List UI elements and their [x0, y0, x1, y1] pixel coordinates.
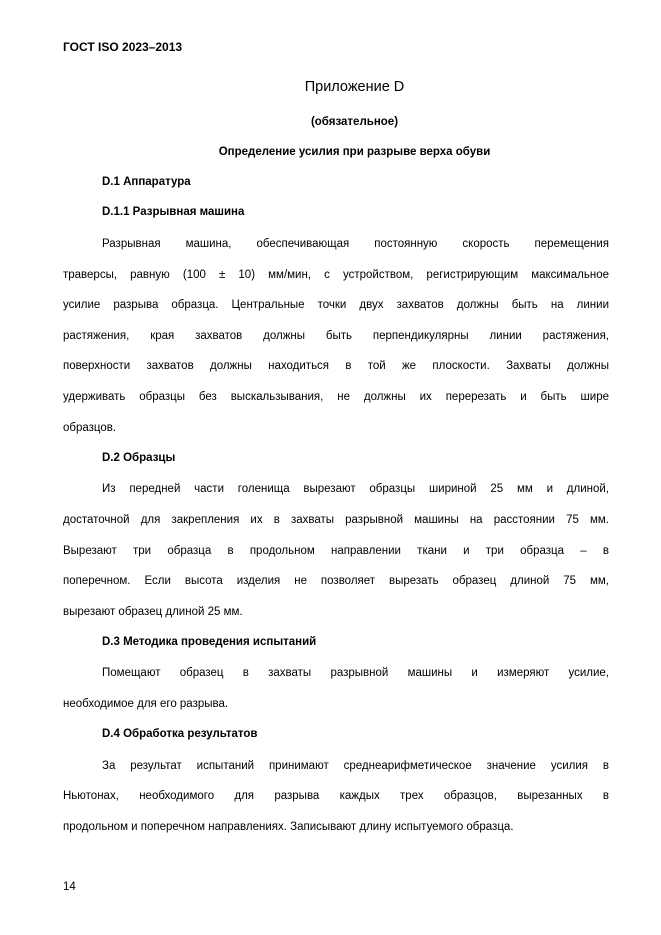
paragraph-line: Помещают образец в захваты разрывной машины и измеряют усилие, [102, 667, 609, 679]
appendix-title: Приложение D [304, 79, 405, 95]
paragraph-line: поверхности захватов должны находиться в той же плоскости. Захваты должны [63, 360, 609, 372]
section-heading-d2: D.2 Образцы [102, 452, 176, 464]
paragraph-line: усилие разрыва образца. Центральные точки двух захватов должны быть на линии [63, 299, 609, 311]
section-heading-d4: D.4 Обработка результатов [102, 728, 258, 740]
paragraph-line: Ньютонах, необходимого для разрыва каждых трех образцов, вырезанных в [63, 790, 609, 802]
paragraph-line: достаточной для закрепления их в захваты разрывной машины на расстоянии 75 мм. [63, 514, 609, 526]
paragraph-line: растяжения, края захватов должны быть перпендикулярны линии растяжения, [63, 330, 609, 342]
paragraph-line: траверсы, равную (100 ± 10) мм/мин, с устройством, регистрирующим максимальное [63, 269, 609, 281]
appendix-status: (обязательное) [310, 116, 399, 128]
section-heading-d11: D.1.1 Разрывная машина [102, 206, 245, 218]
paragraph-line: вырезают образец длиной 25 мм. [63, 606, 243, 618]
section-heading-d1: D.1 Аппаратура [102, 176, 191, 188]
paragraph-line: Вырезают три образца в продольном направлении ткани и три образца – в [63, 545, 609, 557]
paragraph-line: Из передней части голенища вырезают образцы шириной 25 мм и длиной, [102, 483, 609, 495]
paragraph-line: продольном и поперечном направлениях. Записывают длину испытуемого образца. [63, 821, 514, 833]
paragraph-line: образцов. [63, 422, 117, 434]
document-header: ГОСТ ISO 2023–2013 [63, 40, 183, 54]
paragraph-line: поперечном. Если высота изделия не позволяет вырезать образец длиной 75 мм, [63, 575, 609, 587]
paragraph-line: необходимое для его разрыва. [63, 698, 229, 710]
appendix-subject: Определение усилия при разрыве верха обуви [218, 146, 491, 158]
paragraph-line: Разрывная машина, обеспечивающая постоянную скорость перемещения [102, 238, 609, 250]
paragraph-line: удерживать образцы без выскальзывания, не должны их перерезать и быть шире [63, 391, 609, 403]
paragraph-line: За результат испытаний принимают среднеарифметическое значение усилия в [102, 760, 609, 772]
page-number: 14 [63, 881, 76, 893]
section-heading-d3: D.3 Методика проведения испытаний [102, 636, 317, 648]
